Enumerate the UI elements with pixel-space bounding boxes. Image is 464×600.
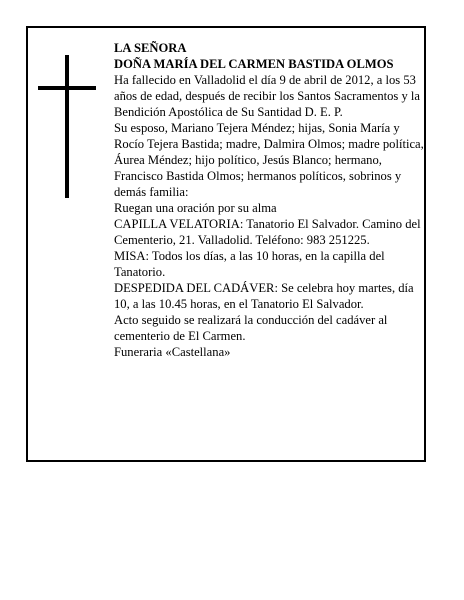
notice-title-line1: LA SEÑORA: [114, 41, 187, 55]
cross-horizontal-bar: [38, 86, 96, 90]
notice-title-name: DOÑA MARÍA DEL CARMEN BASTIDA OLMOS: [114, 57, 394, 71]
notice-paragraph-chapel: CAPILLA VELATORIA: Tanatorio El Salvador. Camino del Cementerio, 21. Valladolid. Teléfono: 983 251225.: [114, 217, 421, 247]
notice-paragraph-prayer: Ruegan una oración por su alma: [114, 201, 277, 215]
cross-vertical-bar: [65, 55, 69, 198]
notice-paragraph-death: Ha fallecido en Valladolid el día 9 de abril de 2012, a los 53 años de edad, después de recibir los Santos Sacramentos y la Bendición Apostólica de Su Santidad D. E. P.: [114, 73, 421, 119]
notice-text: [114, 40, 424, 360]
notice-paragraph-farewell: DESPEDIDA DEL CADÁVER: Se celebra hoy martes, día 10, a las 10.45 horas, en el Tanatorio El Salvador.: [114, 281, 414, 311]
notice-paragraph-mass: MISA: Todos los días, a las 10 horas, en la capilla del Tanatorio.: [114, 249, 385, 279]
notice-paragraph-family: Su esposo, Mariano Tejera Méndez; hijas, Sonia María y Rocío Tejera Bastida; madre, Dalmira Olmos; madre política, Áurea Méndez; hijo político, Jesús Blanco; hermano, Francisco Bastida Olmos; hermanos políticos, sobrinos y demás familia:: [114, 121, 424, 199]
obituary-notice: [26, 26, 426, 462]
notice-funeral-home: Funeraria «Castellana»: [114, 345, 231, 359]
cross-icon: [38, 55, 96, 198]
notice-paragraph-burial: Acto seguido se realizará la conducción del cadáver al cementerio de El Carmen.: [114, 313, 388, 343]
